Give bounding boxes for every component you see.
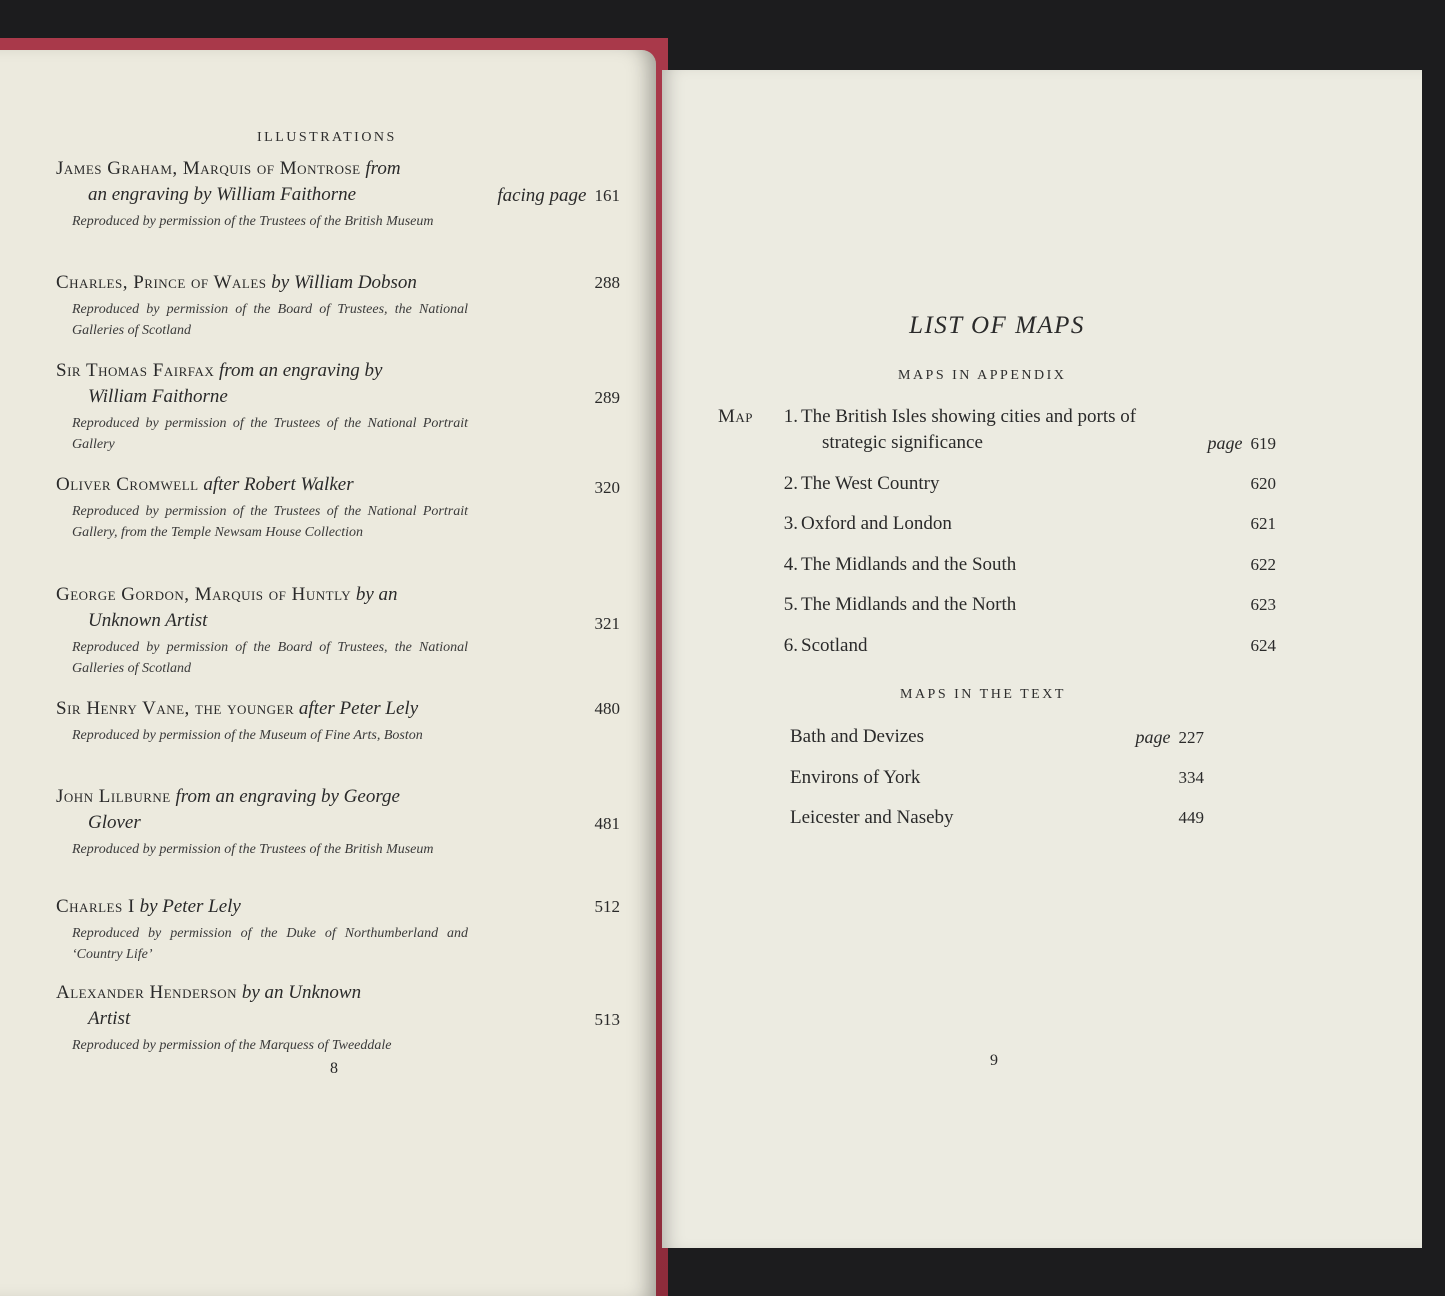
map-title: The Midlands and the North — [801, 594, 1017, 615]
illustration-subject: Charles I — [56, 896, 135, 917]
illustration-subject: Charles, Prince of Wales — [56, 272, 267, 293]
map-title: Scotland — [801, 635, 868, 656]
map-page: 449 — [1178, 808, 1204, 827]
map-page: 622 — [1250, 555, 1276, 574]
illustration-entry: John Lilburne from an engraving by George Glover 481 Reproduced by permission of the Trustees of the British Museum — [56, 784, 620, 860]
map-title: Oxford and London — [801, 513, 952, 534]
illustration-entry: Charles I by Peter Lely 512 Reproduced by permission of the Duke of Northumberland and ‘Country Life’ — [56, 894, 620, 965]
map-page: 334 — [1178, 768, 1204, 787]
map-page: 620 — [1250, 474, 1276, 493]
illustration-credit: Reproduced by permission of the Museum of Fine Arts, Boston — [72, 728, 423, 743]
map-title: Environs of York — [790, 767, 921, 788]
illustration-subject: John Lilburne — [56, 786, 171, 807]
illustration-page: 513 — [594, 1010, 620, 1029]
illustration-entry: James Graham, Marquis of Montrose from an engraving by William Faithorne facing page 161 Reproduced by permission of the Trustees of the British Museum — [56, 156, 620, 232]
map-page: 623 — [1250, 595, 1276, 614]
illustration-subject: Oliver Cromwell — [56, 474, 199, 495]
map-page: page 619 — [1207, 433, 1276, 453]
illustration-entry: Sir Henry Vane, the younger after Peter Lely 480 Reproduced by permission of the Museum of Fine Arts, Boston — [56, 696, 620, 746]
map-title: Bath and Devizes — [790, 726, 925, 747]
illustration-page: 320 — [594, 478, 620, 497]
appendix-heading: MAPS IN APPENDIX — [898, 368, 1067, 383]
illustration-credit: Reproduced by permission of the Board of Trustees, the National Galleries of Scotland — [72, 640, 468, 676]
illustration-credit: Reproduced by permission of the Trustees of the British Museum — [72, 214, 434, 229]
illustration-page: 481 — [594, 814, 620, 833]
map-title: The British Isles showing cities and ports of — [801, 406, 1137, 427]
illustration-page: 480 — [594, 699, 620, 718]
right-page — [662, 70, 1422, 1248]
illustration-credit: Reproduced by permission of the Marquess of Tweeddale — [72, 1038, 392, 1053]
illustration-entry: Oliver Cromwell after Robert Walker 320 Reproduced by permission of the Trustees of the National Portrait Gallery, from the Temple Newsam House Collection — [56, 472, 620, 543]
illustration-entry: Sir Thomas Fairfax from an engraving by William Faithorne 289 Reproduced by permission of the Trustees of the National Portrait Gallery — [56, 358, 620, 455]
illustration-subject: Sir Thomas Fairfax — [56, 360, 215, 381]
map-page: 624 — [1250, 636, 1276, 655]
right-page-number: 9 — [990, 1052, 998, 1069]
illustration-credit: Reproduced by permission of the Board of Trustees, the National Galleries of Scotland — [72, 302, 468, 338]
illustration-page: 321 — [594, 614, 620, 633]
illustration-credit: Reproduced by permission of the Trustees of the British Museum — [72, 842, 434, 857]
illustration-subject: Alexander Henderson — [56, 982, 238, 1003]
illustration-credit: Reproduced by permission of the Trustees of the National Portrait Gallery — [72, 416, 468, 452]
left-page-number: 8 — [330, 1060, 338, 1077]
map-title: Leicester and Naseby — [790, 807, 954, 828]
map-page: 621 — [1250, 514, 1276, 533]
illustration-subject: James Graham, Marquis of Montrose — [56, 158, 361, 179]
illustration-credit: Reproduced by permission of the Trustees of the National Portrait Gallery, from the Temple Newsam House Collection — [72, 504, 468, 540]
illustration-entry: Alexander Henderson by an Unknown Artist 513 Reproduced by permission of the Marquess of Tweeddale — [56, 980, 620, 1056]
map-label: Map — [718, 406, 754, 427]
map-title: The Midlands and the South — [801, 554, 1017, 575]
illustration-subject: George Gordon, Marquis of Huntly — [56, 584, 352, 605]
map-title: The West Country — [801, 473, 940, 494]
illustrations-heading: ILLUSTRATIONS — [257, 130, 397, 145]
text-maps-heading: MAPS IN THE TEXT — [900, 687, 1066, 702]
page-title: LIST OF MAPS — [909, 312, 1085, 339]
illustration-page: 288 — [594, 273, 620, 292]
illustration-page: 512 — [594, 897, 620, 916]
illustration-entry: George Gordon, Marquis of Huntly by an Unknown Artist 321 Reproduced by permission of the Board of Trustees, the National Galleries of Scotland — [56, 582, 620, 679]
illustration-credit: Reproduced by permission of the Duke of Northumberland and ‘Country Life’ — [72, 926, 468, 962]
illustration-subject: Sir Henry Vane, the younger — [56, 698, 295, 719]
illustration-page: 289 — [594, 388, 620, 407]
map-page: page 227 — [1135, 727, 1204, 747]
illustration-entry: Charles, Prince of Wales by William Dobson 288 Reproduced by permission of the Board of Trustees, the National Galleries of Scotland — [56, 270, 620, 341]
illustration-page: facing page 161 — [497, 185, 620, 206]
